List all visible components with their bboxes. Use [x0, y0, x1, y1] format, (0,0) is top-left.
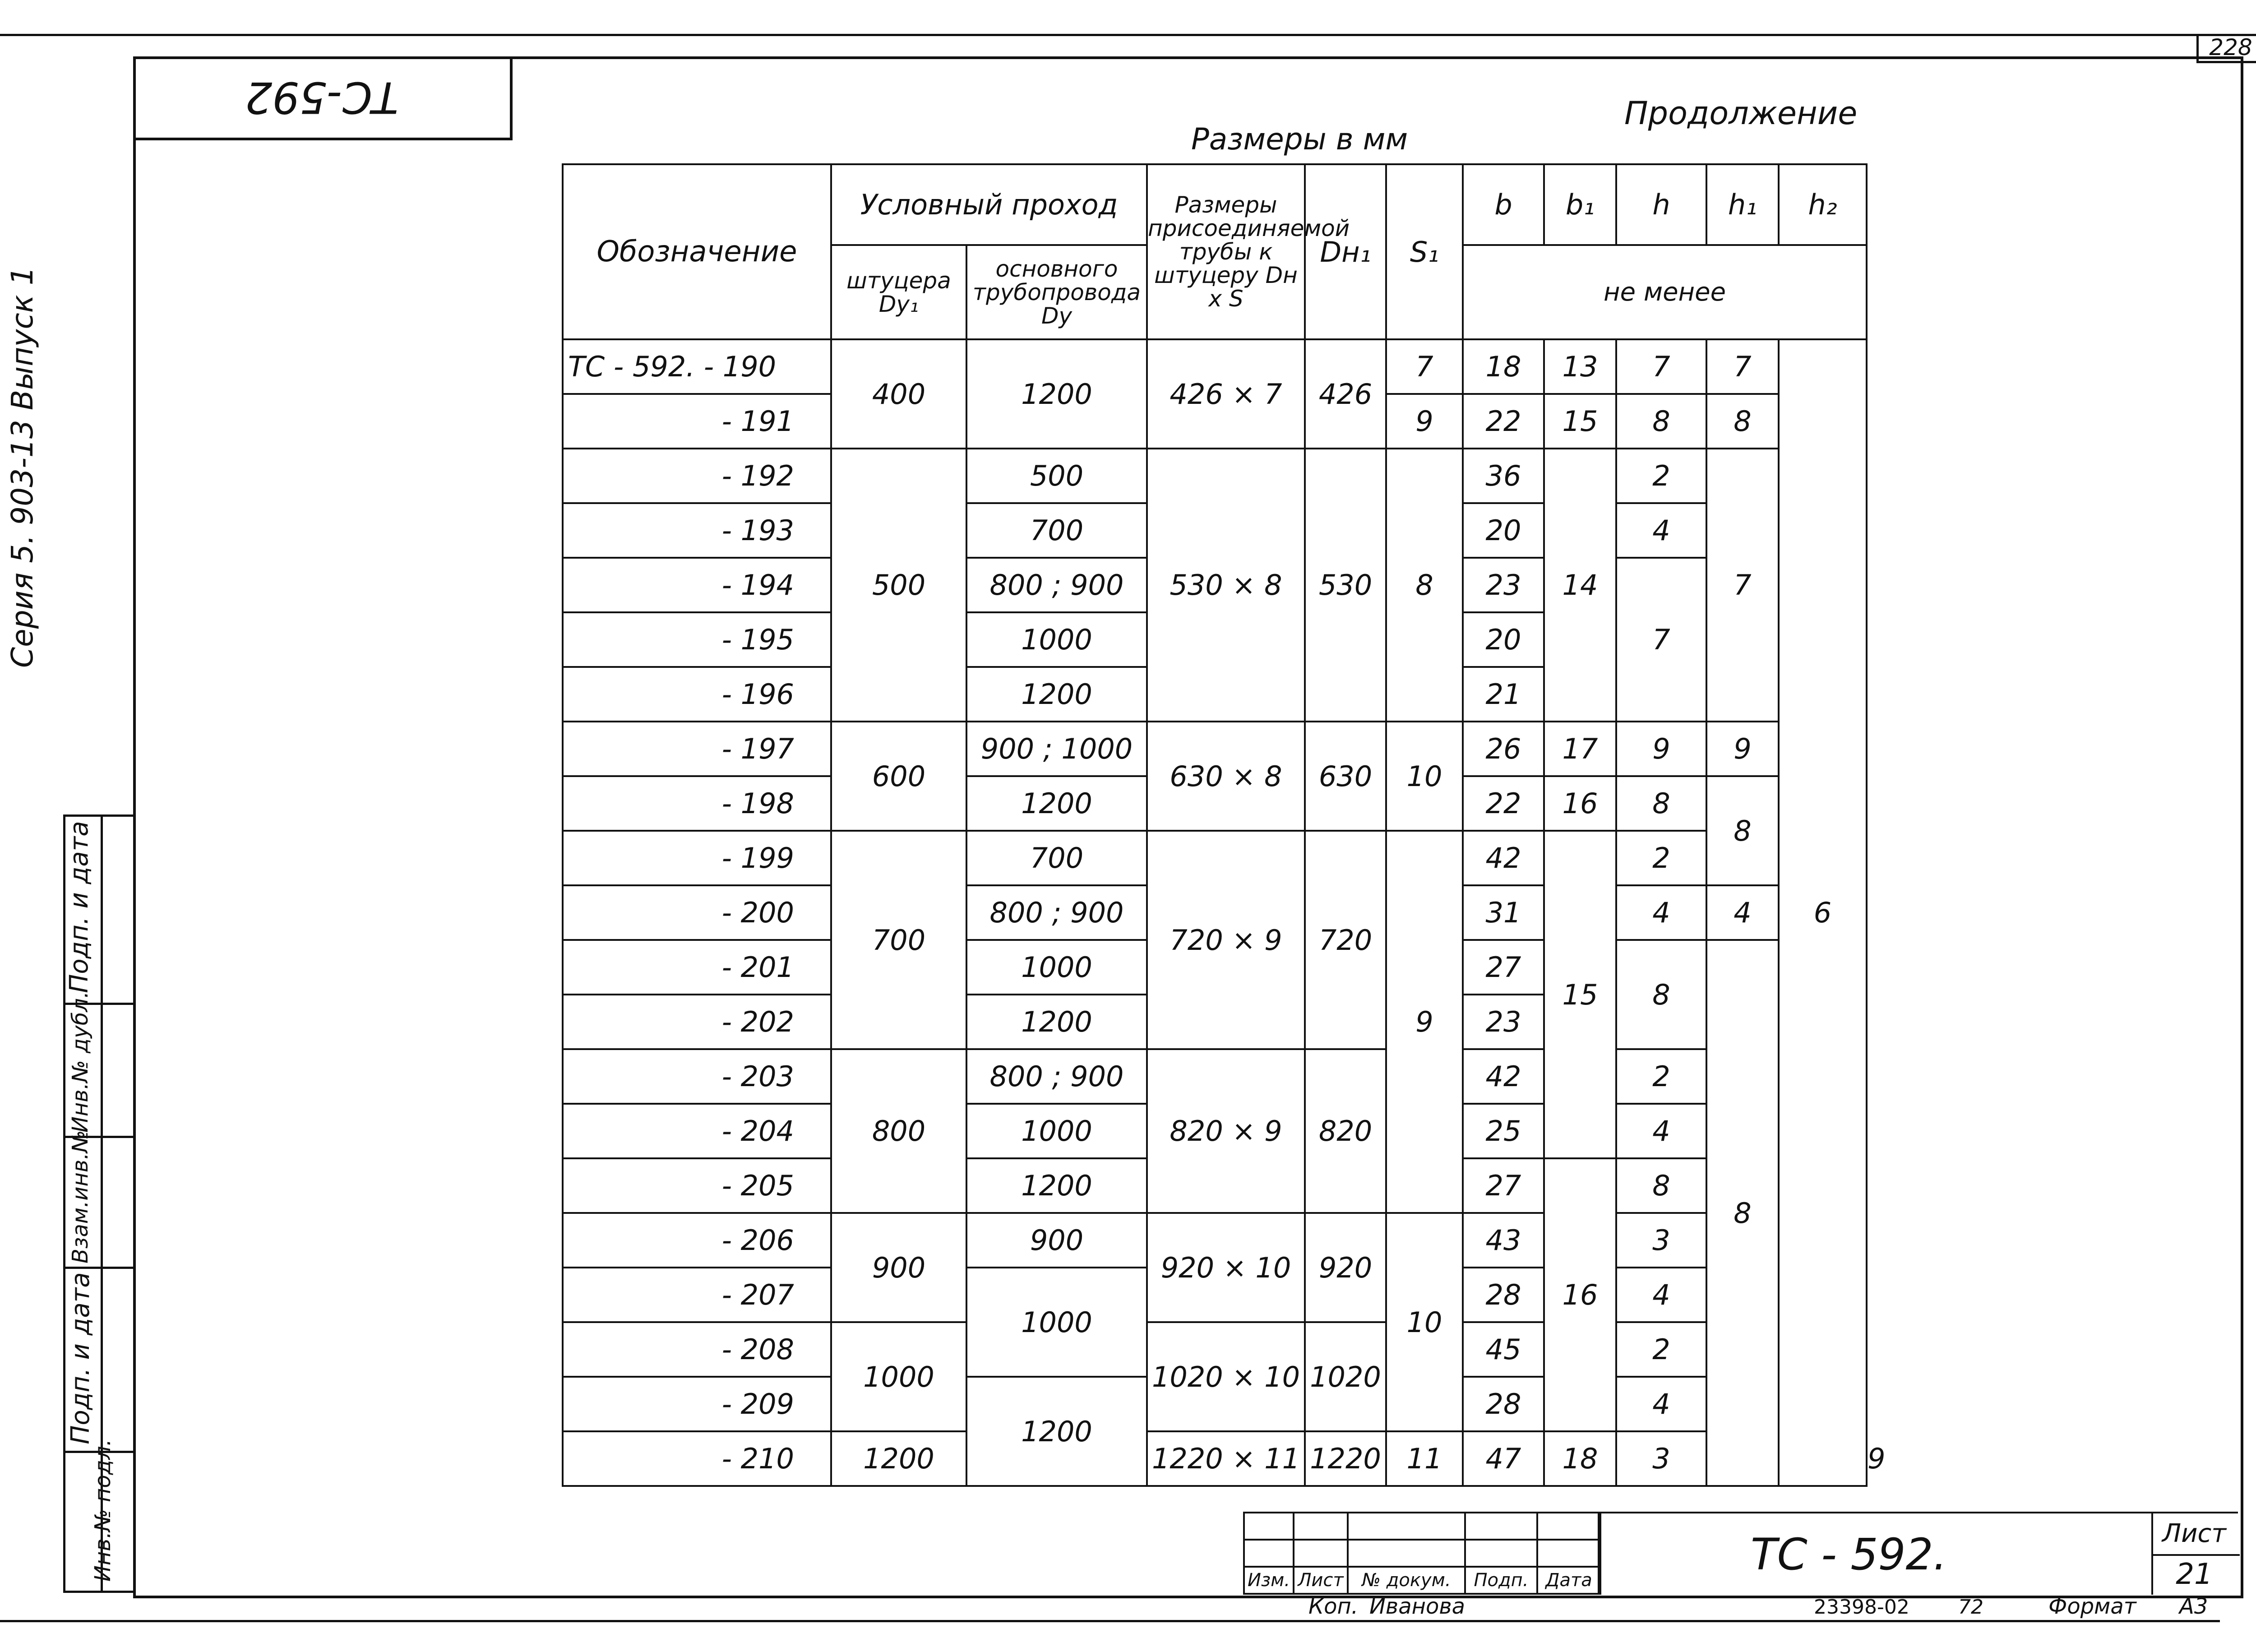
tb-label-sign: Подп.: [1465, 1567, 1537, 1594]
designation-cell: - 210: [563, 1431, 831, 1486]
h-cell: 8: [1616, 776, 1706, 831]
h-cell: 4: [1616, 503, 1706, 558]
h-cell: 2: [1616, 1049, 1706, 1104]
doc-code-topleft: ТС-592: [245, 72, 398, 122]
dy1-cell: 400: [831, 339, 966, 449]
b-cell: 25: [1463, 1104, 1544, 1158]
sheet-corner-number: 228: [2209, 34, 2252, 60]
dy-cell: 800 ; 900: [966, 558, 1147, 612]
dy-cell: 700: [966, 503, 1147, 558]
designation-cell: - 203: [563, 1049, 831, 1104]
designation-cell: - 206: [563, 1213, 831, 1268]
b-cell: 23: [1463, 558, 1544, 612]
h1-cell: 8: [1706, 776, 1779, 885]
dy1-cell: 1000: [831, 1322, 966, 1431]
designation-cell: - 194: [563, 558, 831, 612]
doc-code: ТС - 592.: [1751, 1529, 1947, 1580]
table-row: [563, 449, 1867, 503]
h-cell: 4: [1616, 885, 1706, 940]
dy-cell: 1200: [966, 667, 1147, 722]
b-cell: 20: [1463, 503, 1544, 558]
col-fitting-dy1: штуцера Dy₁: [831, 245, 966, 339]
b-cell: 22: [1463, 776, 1544, 831]
doc-code-box: [133, 56, 513, 140]
dn1-cell: 920: [1305, 1213, 1386, 1322]
b1-cell: 16: [1544, 776, 1616, 831]
dy-cell: 1000: [966, 1104, 1147, 1158]
h-cell: 2: [1616, 1322, 1706, 1377]
h-cell: 3: [1616, 1213, 1706, 1268]
s1-cell: 11: [1386, 1431, 1463, 1486]
series-label: Серия 5. 903-13 Выпуск 1: [5, 266, 40, 668]
margin-label-dup-inv: Инв.№ дубл.: [68, 991, 93, 1133]
s1-cell: 10: [1386, 1213, 1463, 1431]
designation-cell: - 200: [563, 885, 831, 940]
dimensions-table: [562, 163, 1886, 1487]
tb-label-change: Изм.: [1244, 1567, 1294, 1594]
h1-cell: 7: [1706, 449, 1779, 722]
b-cell: 27: [1463, 1158, 1544, 1213]
b-cell: 43: [1463, 1213, 1544, 1268]
b-cell: 42: [1463, 831, 1544, 885]
margin-label-sign-date-2: Подп. и дата: [66, 1272, 95, 1444]
order-number: 23398-02: [1814, 1596, 1909, 1619]
table-row: [563, 831, 1867, 885]
designation-cell: - 209: [563, 1377, 831, 1431]
copied-by-label: Коп.: [1308, 1594, 1359, 1619]
s1-cell: 9: [1386, 394, 1463, 449]
designation-cell: - 204: [563, 1104, 831, 1158]
col-s1: S₁: [1386, 164, 1463, 339]
b-cell: 36: [1463, 449, 1544, 503]
b-cell: 47: [1463, 1431, 1544, 1486]
s1-cell: 8: [1386, 449, 1463, 722]
dn1-cell: 530: [1305, 449, 1386, 722]
s1-cell: 9: [1386, 831, 1463, 1213]
h-cell: 8: [1616, 394, 1706, 449]
designation-cell: - 199: [563, 831, 831, 885]
pipe-cell: 530 × 8: [1147, 449, 1305, 722]
h-cell: 4: [1616, 1377, 1706, 1431]
pipe-cell: 1020 × 10: [1147, 1322, 1305, 1431]
h-cell: 4: [1616, 1104, 1706, 1158]
dn1-cell: 426: [1305, 339, 1386, 449]
table-row: - 210 1200 1220 × 11 1220 11 47 18 3 9: [563, 1431, 1867, 1486]
order-year: 72: [1958, 1596, 1983, 1619]
b1-cell: 16: [1544, 1158, 1616, 1431]
designation-cell: - 198: [563, 776, 831, 831]
designation-cell: - 201: [563, 940, 831, 995]
dy-cell: 1200: [966, 995, 1147, 1049]
s1-cell: 7: [1386, 339, 1463, 394]
dy1-cell: 900: [831, 1213, 966, 1322]
designation-cell: - 196: [563, 667, 831, 722]
b-cell: 23: [1463, 995, 1544, 1049]
b-cell: 26: [1463, 722, 1544, 776]
top-border-line: [0, 34, 2256, 36]
col-h1: h₁: [1706, 164, 1779, 245]
table-row: [563, 1049, 1867, 1104]
dy-cell: 1000: [966, 940, 1147, 995]
dy-cell: 1200: [966, 776, 1147, 831]
b1-cell: 15: [1544, 394, 1616, 449]
format-value: А3: [2179, 1594, 2208, 1619]
pipe-cell: 920 × 10: [1147, 1213, 1305, 1322]
dn1-cell: 630: [1305, 722, 1386, 831]
pipe-cell: 426 × 7: [1147, 339, 1305, 449]
units-label: Размеры в мм: [1191, 122, 1408, 157]
designation-cell: ТС - 592. - 190: [563, 339, 831, 394]
sheet-corner-box: [2196, 34, 2256, 63]
designation-cell: - 207: [563, 1268, 831, 1322]
dy-cell: 1200: [966, 339, 1147, 449]
h1-cell: 8: [1706, 394, 1779, 449]
h1-cell: 8: [1706, 940, 1779, 1486]
margin-label-orig-inv: Инв.№ подл.: [90, 1439, 116, 1582]
b1-cell: 13: [1544, 339, 1616, 394]
designation-cell: - 193: [563, 503, 831, 558]
h-cell: 3: [1616, 1431, 1706, 1486]
b1-cell: 14: [1544, 449, 1616, 722]
h-cell: 9: [1616, 722, 1706, 776]
pipe-cell: 720 × 9: [1147, 831, 1305, 1049]
b-cell: 21: [1463, 667, 1544, 722]
dy-cell: 800 ; 900: [966, 1049, 1147, 1104]
col-h2: h₂: [1779, 164, 1867, 245]
h2-cell: 6: [1779, 339, 1867, 1486]
pipe-cell: 820 × 9: [1147, 1049, 1305, 1213]
format-label: Формат: [2048, 1594, 2136, 1619]
b1-cell: 17: [1544, 722, 1616, 776]
dy1-cell: 1200: [831, 1431, 966, 1486]
copied-by-name: Иванова: [1369, 1594, 1465, 1619]
b-cell: 28: [1463, 1268, 1544, 1322]
h-cell: 2: [1616, 831, 1706, 885]
b-cell: 31: [1463, 885, 1544, 940]
h-cell: 8: [1616, 1158, 1706, 1213]
dy1-cell: 800: [831, 1049, 966, 1213]
designation-cell: - 208: [563, 1322, 831, 1377]
not-less-label: не менее: [1463, 245, 1867, 339]
dy-cell: 900: [966, 1213, 1147, 1268]
b-cell: 45: [1463, 1322, 1544, 1377]
table-row: [563, 1322, 1867, 1377]
col-dn1: Dн₁: [1305, 164, 1386, 339]
designation-cell: - 205: [563, 1158, 831, 1213]
margin-label-sign-date-1: Подп. и дата: [65, 821, 94, 993]
b-cell: 28: [1463, 1377, 1544, 1431]
dy-cell: 500: [966, 449, 1147, 503]
col-b1: b₁: [1544, 164, 1616, 245]
table-row: [563, 339, 1867, 394]
sheet-label: Лист: [2162, 1519, 2226, 1548]
col-h: h: [1616, 164, 1706, 245]
pipe-cell: 1220 × 11: [1147, 1431, 1305, 1486]
dn1-cell: 720: [1305, 831, 1386, 1049]
col-main-pipe-dy: основного трубопровода Dy: [966, 245, 1147, 339]
h1-cell: 4: [1706, 885, 1779, 940]
continuation-label: Продолжение: [1624, 95, 1858, 132]
h-cell: 8: [1616, 940, 1706, 1049]
title-block-grid: [1243, 1512, 1601, 1595]
tb-label-date: Дата: [1537, 1567, 1600, 1594]
dy-cell: 1200: [966, 1377, 1147, 1486]
designation-cell: - 191: [563, 394, 831, 449]
dn1-cell: 1220: [1305, 1431, 1386, 1486]
h-cell: 7: [1616, 558, 1706, 722]
dy1-cell: 600: [831, 722, 966, 831]
designation-cell: - 202: [563, 995, 831, 1049]
b-cell: 18: [1463, 339, 1544, 394]
b1-cell: 18: [1544, 1431, 1616, 1486]
dy-cell: 700: [966, 831, 1147, 885]
s1-cell: 10: [1386, 722, 1463, 831]
col-nominal-passage: Условный проход: [831, 164, 1147, 245]
h1-cell: 9: [1706, 722, 1779, 776]
h-cell: 4: [1616, 1268, 1706, 1322]
b1-cell: 15: [1544, 831, 1616, 1158]
tb-label-doc-no: № докум.: [1348, 1567, 1465, 1594]
tb-label-sheet: Лист: [1294, 1567, 1348, 1594]
dy-cell: 1200: [966, 1158, 1147, 1213]
dn1-cell: 820: [1305, 1049, 1386, 1213]
dy-cell: 1000: [966, 1268, 1147, 1377]
designation-cell: - 197: [563, 722, 831, 776]
dy1-cell: 700: [831, 831, 966, 1049]
h-cell: 2: [1616, 449, 1706, 503]
dn1-cell: 1020: [1305, 1322, 1386, 1431]
dy-cell: 900 ; 1000: [966, 722, 1147, 776]
b-cell: 22: [1463, 394, 1544, 449]
dy-cell: 1000: [966, 612, 1147, 667]
col-b: b: [1463, 164, 1544, 245]
h-cell: 7: [1616, 339, 1706, 394]
pipe-cell: 630 × 8: [1147, 722, 1305, 831]
h1-cell: 7: [1706, 339, 1779, 394]
col-designation: Обозначение: [563, 164, 831, 339]
margin-label-replace-inv: Взам.инв.№: [68, 1130, 93, 1263]
b-cell: 27: [1463, 940, 1544, 995]
table-row: [563, 722, 1867, 776]
b-cell: 42: [1463, 1049, 1544, 1104]
designation-cell: - 195: [563, 612, 831, 667]
col-connected-pipe: Размеры присоединяемой трубы к штуцеру Dн х S: [1147, 164, 1305, 339]
dy-cell: 800 ; 900: [966, 885, 1147, 940]
sheet-number: 21: [2176, 1558, 2213, 1591]
b-cell: 20: [1463, 612, 1544, 667]
table-row: [563, 1213, 1867, 1268]
dy1-cell: 500: [831, 449, 966, 722]
designation-cell: - 192: [563, 449, 831, 503]
